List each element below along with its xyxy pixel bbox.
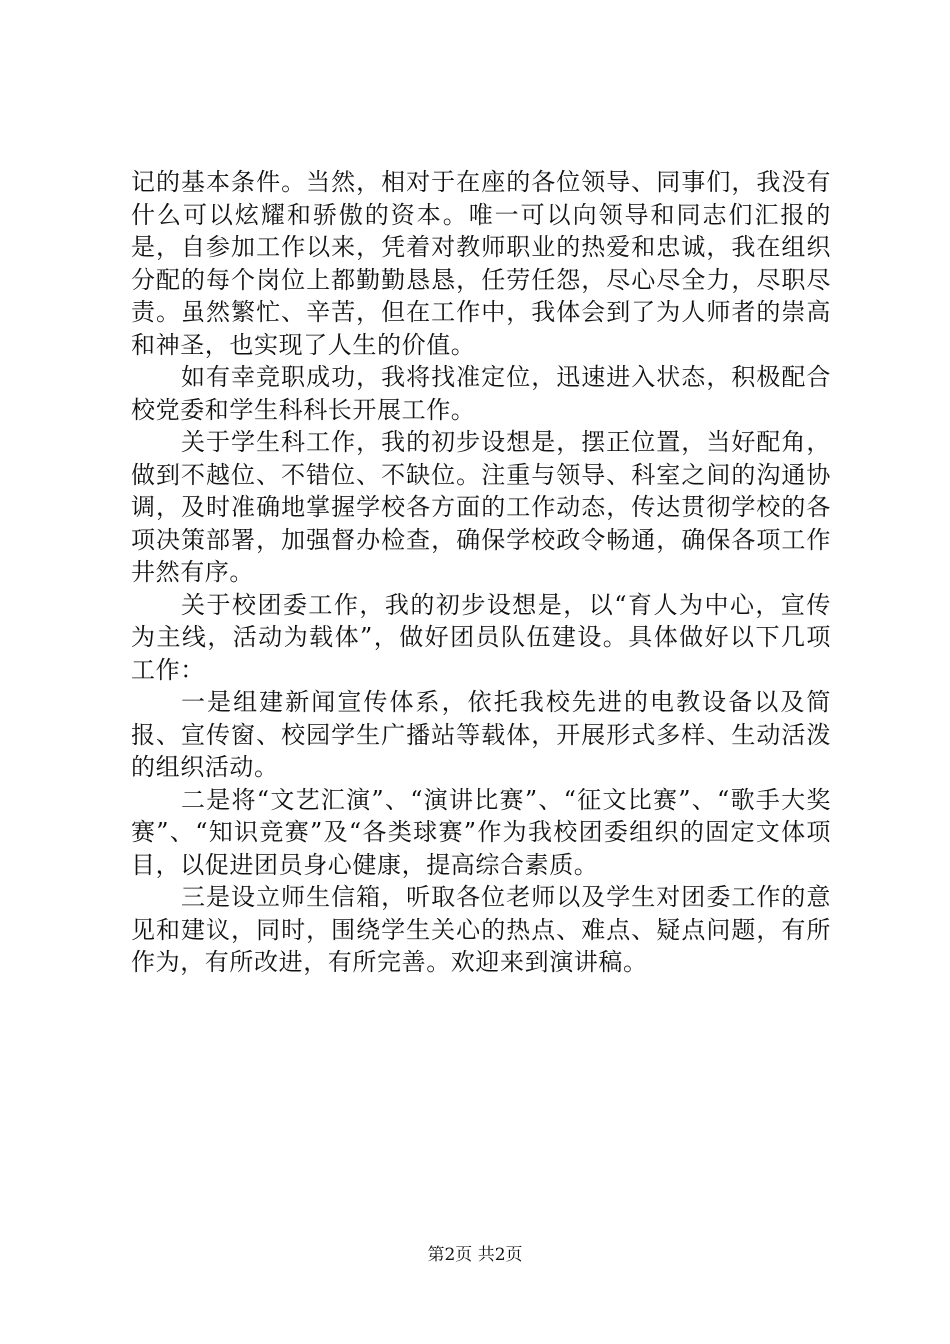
paragraph-2: 如有幸竞职成功，我将找准定位，迅速进入状态，积极配合校党委和学生科科长开展工作。 xyxy=(131,363,831,424)
document-body xyxy=(131,166,831,979)
paragraph-4: 关于校团委工作，我的初步设想是，以“育人为中心，宣传为主线，活动为载体”，做好团员队伍建设。具体做好以下几项工作： xyxy=(131,590,831,684)
paragraph-7: 三是设立师生信箱，听取各位老师以及学生对团委工作的意见和建议，同时，围绕学生关心的热点、难点、疑点问题，有所作为，有所改进，有所完善。欢迎来到演讲稿。 xyxy=(131,883,831,976)
page-footer: 第2页 共2页 xyxy=(427,1245,523,1265)
paragraph-3: 关于学生科工作，我的初步设想是，摆正位置，当好配角，做到不越位、不错位、不缺位。注重与领导、科室之间的沟通协调，及时准确地掌握学校各方面的工作动态，传达贯彻学校的各项决策部署，加强督办检查，确保学校政令畅通，确保各项工作井然有序。 xyxy=(131,428,831,586)
paragraph-6: 二是将“文艺汇演”、“演讲比赛”、“征文比赛”、“歌手大奖赛”、“知识竞赛”及“各类球赛”作为我校团委组织的固定文体项目，以促进团员身心健康，提高综合素质。 xyxy=(131,785,831,879)
paragraph-5: 一是组建新闻宣传体系，依托我校先进的电教设备以及简报、宣传窗、校园学生广播站等载体，开展形式多样、生动活泼的组织活动。 xyxy=(131,688,831,781)
paragraph-1: 记的基本条件。当然，相对于在座的各位领导、同事们，我没有什么可以炫耀和骄傲的资本。唯一可以向领导和同志们汇报的是，自参加工作以来，凭着对教师职业的热爱和忠诚，我在组织分配的每个岗位上都勤勤恳恳，任劳任怨，尽心尽全力，尽职尽责。虽然繁忙、辛苦，但在工作中，我体会到了为人师者的崇高和神圣，也实现了人生的价值。 xyxy=(131,168,831,359)
